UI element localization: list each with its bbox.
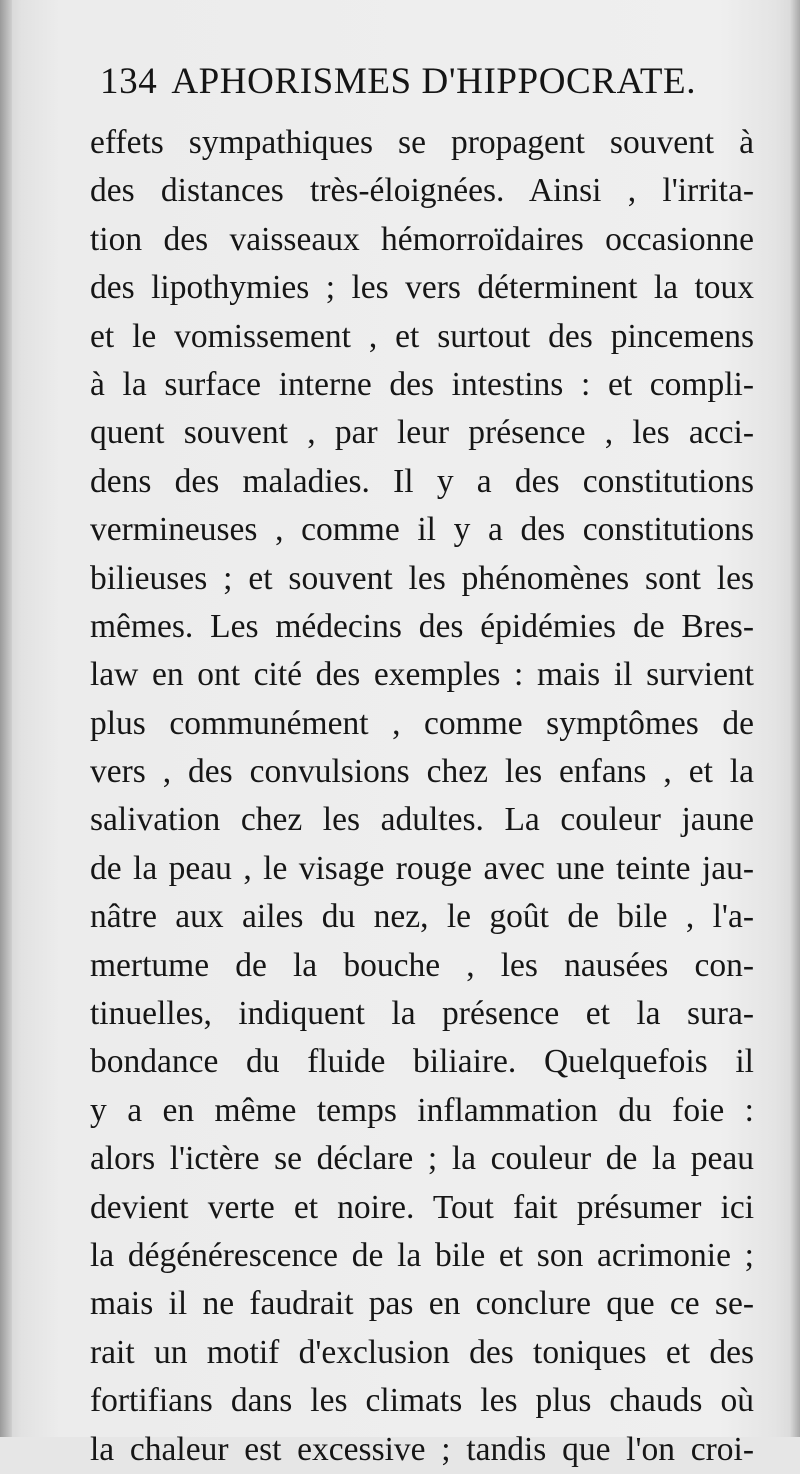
text-line: des lipothymies ; les vers déterminent la toux: [90, 269, 754, 307]
text-line: effets sympathiques se propagent souvent à: [90, 124, 754, 161]
text-line: devient verte et noire. Tout fait présumer ici: [90, 1188, 754, 1226]
text-line: mêmes. Les médecins des épidémies de Bres-: [90, 607, 754, 645]
page-right-edge-shadow: [790, 0, 800, 1437]
page-number: 134: [100, 61, 158, 102]
text-line: salivation chez les adultes. La couleur jaune: [90, 801, 754, 839]
text-line: vermineuses , comme il y a des constitutions: [90, 511, 754, 549]
text-line: alors l'ictère se déclare ; la couleur de la peau: [90, 1140, 754, 1178]
text-line: à la surface interne des intestins : et compli-: [90, 365, 754, 403]
text-line: law en ont cité des exemples : mais il survient: [90, 656, 754, 694]
text-line: et le vomissement , et surtout des pincemens: [90, 317, 754, 355]
text-line: la dégénérescence de la bile et son acrimonie ;: [90, 1236, 754, 1274]
text-line: rait un motif d'exclusion des toniques et des: [90, 1333, 754, 1371]
page-header: [100, 60, 704, 110]
text-line: bilieuses ; et souvent les phénomènes sont les: [90, 559, 754, 597]
text-line: quent souvent , par leur présence , les acci-: [90, 414, 754, 452]
body-text: [90, 119, 754, 1474]
text-line: de la peau , le visage rouge avec une teinte jau-: [90, 849, 754, 887]
text-line: y a en même temps inflammation du foie :: [90, 1091, 754, 1129]
text-line: tinuelles, indiquent la présence et la sura-: [90, 995, 754, 1033]
text-line: vers , des convulsions chez les enfans , et la: [90, 753, 754, 791]
running-head: APHORISMES D'HIPPOCRATE.: [171, 61, 697, 102]
text-line: dens des maladies. Il y a des constitutions: [90, 462, 754, 500]
text-line: nâtre aux ailes du nez, le goût de bile , l'a-: [90, 898, 754, 936]
text-line: tion des vaisseaux hémorroïdaires occasionne: [90, 220, 754, 258]
text-line: mertume de la bouche , les nausées con-: [90, 946, 754, 984]
text-line: mais il ne faudrait pas en conclure que ce se-: [90, 1285, 754, 1323]
text-line: la chaleur est excessive ; tandis que l'on croi-: [90, 1430, 754, 1468]
page-left-edge-shadow: [0, 0, 12, 1437]
text-line: fortifians dans les climats les plus chauds où: [90, 1382, 754, 1420]
text-line: des distances très-éloignées. Ainsi , l'irrita-: [90, 172, 754, 210]
text-line: bondance du fluide biliaire. Quelquefois il: [90, 1043, 754, 1081]
text-line: plus communément , comme symptômes de: [90, 704, 754, 742]
